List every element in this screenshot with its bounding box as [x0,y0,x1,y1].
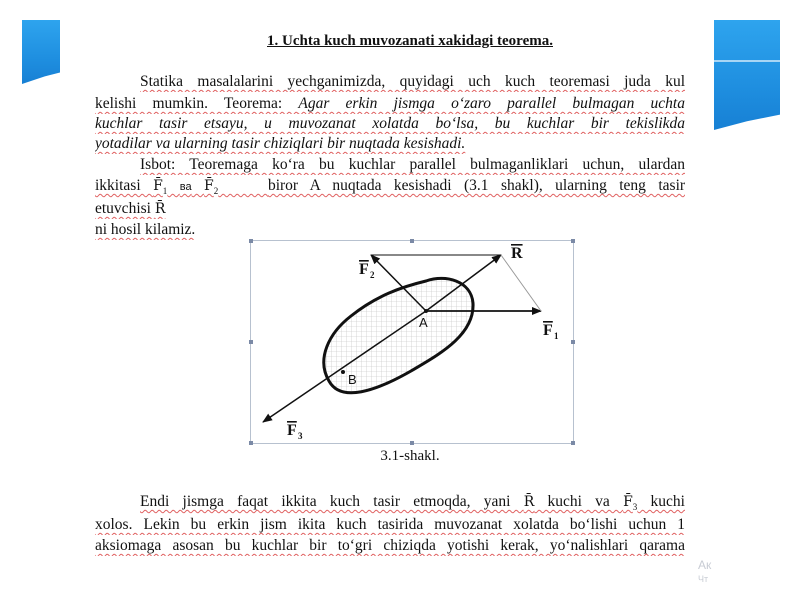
label-r: R [511,245,523,262]
rigid-body [324,278,473,392]
label-f3: F [287,422,297,439]
paragraph2-line3-text: etuvchisi [95,200,155,217]
activation-notice-line1: Ак [698,558,712,572]
vector-f3: F̄ [623,494,633,510]
page-title: 1. Uchta kuch muvozanati xakidagi teorema. [267,33,553,49]
activation-notice-line2: Чт [698,574,709,584]
label-f1-sub: 1 [554,331,559,341]
resize-handle-bottom-right[interactable] [571,441,575,445]
paragraph2-line1: Isbot: Teoremaga ko‘ra bu kuchlar parallel bulmaganliklari uchun, ulardan [140,156,685,173]
vector-f3-sub: 3 [632,502,638,513]
paragraph2-line3 [95,199,685,219]
activation-notice [698,558,711,586]
resize-handle-right[interactable] [571,340,575,344]
paragraph1-line4: yotadilar va ularning tasir chiziqlari bir nuqtada kesishadi. [95,135,466,152]
figure-caption: 3.1-shakl. [380,448,440,464]
vector-f1: F̄ [153,178,163,194]
label-f1: F [543,322,553,339]
paragraph3-line1-text: Endi jismga faqat ikkita kuch tasir etmoqda, yani [140,493,524,510]
resize-handle-left[interactable] [249,340,253,344]
point-b [341,370,345,374]
resize-handle-top-right[interactable] [571,239,575,243]
paragraph2-line2 [95,176,685,201]
corner-decoration-left [22,20,60,84]
vector-r: R̄ [154,201,166,217]
label-b: B [348,372,357,387]
paragraph3-line2: xolos. Lekin bu erkin jism ikita kuch tasirida muvozanat xolatda bo‘lishi uchun 1 [95,516,685,533]
vector-f1-sub: 1 [162,186,168,197]
paragraph3-line1-mid: kuchi va [534,493,624,510]
paragraph1-line3: kuchlar tasir etsayu, u muvozanat xolatda bo‘lsa, bu kuchlar bir tekislikda [95,115,685,132]
paragraph2-line2-rest: biror A nuqtada kesishadi (3.1 shakl), ularning teng tasir [267,177,685,194]
resize-handle-top-left[interactable] [249,239,253,243]
label-f2-sub: 2 [370,270,375,280]
vector-f2-sub: 2 [213,186,219,197]
figure-frame[interactable] [250,240,574,444]
label-f2: F [359,261,369,278]
corner-decoration-right [714,20,780,130]
paragraph3-line1-end: kuchi [637,493,685,510]
paragraph3-line3: aksiomaga asosan bu kuchlar bir to‘gri chiziqda yotishi kerak, yo‘nalishlari qarama [95,537,685,554]
parallelogram-side [501,255,541,311]
resize-handle-bottom[interactable] [410,441,414,445]
paragraph2-line4: ni hosil kilamiz. [95,221,196,238]
paragraph2-line2-text: ikkitasi [95,177,154,194]
paragraph1-line2-text: kelishi mumkin. Teorema: [95,95,299,112]
conjunction-va: ва [179,181,192,193]
resize-handle-bottom-left[interactable] [249,441,253,445]
paragraph1-line1: Statika masalalarini yechganimizda, quyidagi uch kuch teoremasi juda kul [140,73,685,90]
paragraph3-line1 [95,492,685,517]
paragraph1-line2 [95,94,685,114]
point-a [424,309,428,313]
force-diagram [251,241,573,443]
label-f3-sub: 3 [298,431,303,441]
resize-handle-top[interactable] [410,239,414,243]
label-a: A [419,315,428,330]
vector-r-2: R̄ [523,494,535,510]
theorem-text-start: Agar erkin jismga o‘zaro parallel bulmagan uchta [298,95,685,112]
vector-f2: F̄ [204,178,214,194]
